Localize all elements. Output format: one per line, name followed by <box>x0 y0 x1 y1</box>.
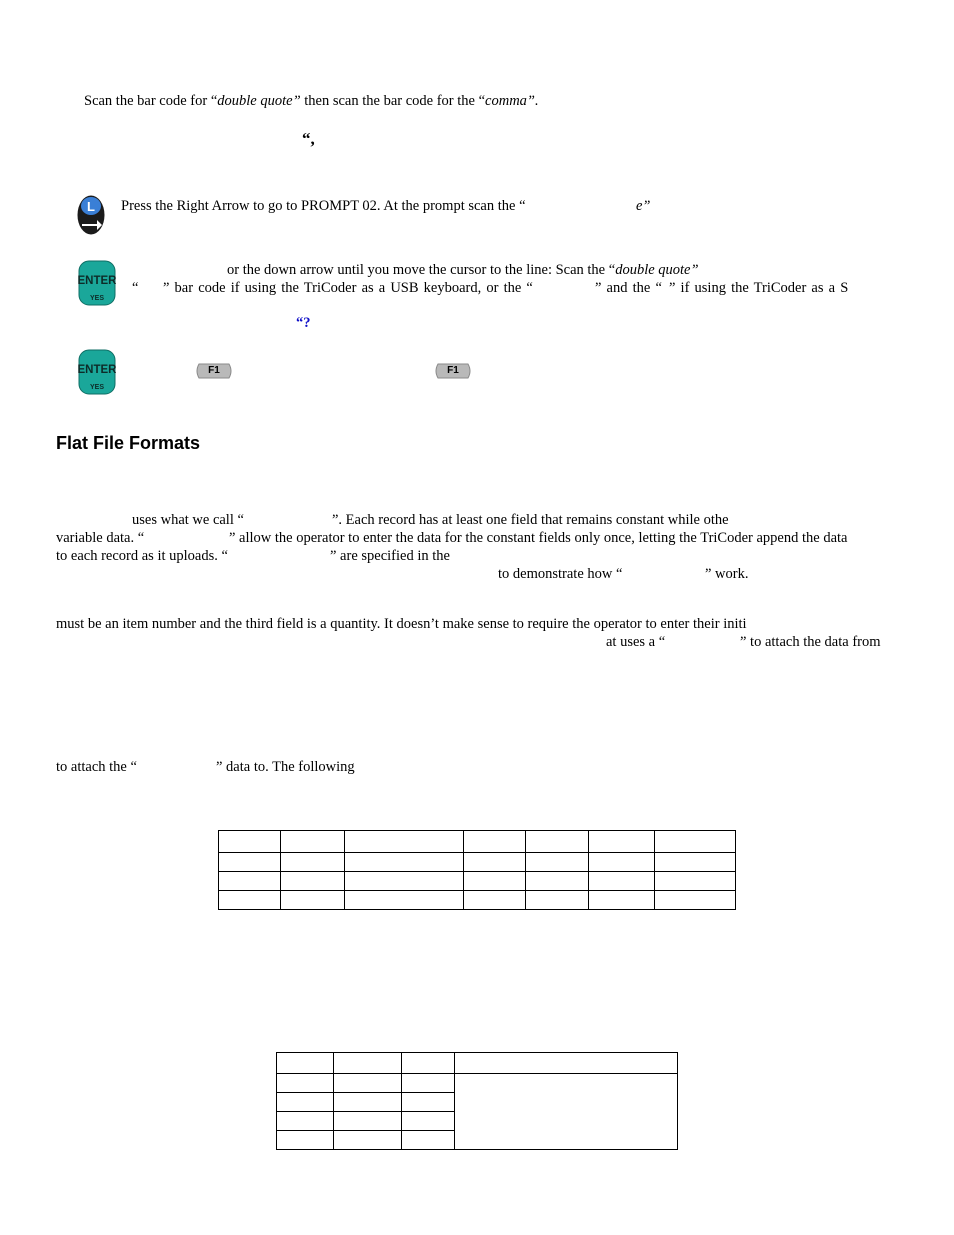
table-cell <box>333 1131 401 1150</box>
table-row <box>277 1074 678 1093</box>
table-cell-merged <box>454 1074 677 1150</box>
svg-text:ENTER: ENTER <box>78 275 116 287</box>
step2-pre: Press the Right Arrow to go to PROMPT 02. At the prompt scan the “ <box>121 198 526 214</box>
step1-symbols: “, <box>302 129 315 148</box>
table-cell <box>280 891 344 910</box>
table-cell <box>280 872 344 891</box>
table-cell <box>219 853 281 872</box>
step3-line2-c: ” and the “ <box>595 280 662 296</box>
para1-l3-a: to each record as it uploads. “ <box>56 548 228 564</box>
table-cell <box>463 891 526 910</box>
table-row <box>219 831 736 853</box>
table-row <box>219 872 736 891</box>
table-cell <box>589 853 655 872</box>
table-cell <box>463 853 526 872</box>
table-cell <box>589 891 655 910</box>
table-cell <box>526 872 589 891</box>
table-cell <box>344 853 463 872</box>
table-cell <box>655 853 736 872</box>
svg-text:L: L <box>87 199 95 214</box>
table-2 <box>276 1052 678 1150</box>
table-cell <box>219 891 281 910</box>
para1-l2-a: variable data. “ <box>56 530 145 546</box>
para1-l4-b: ” work. <box>705 566 749 582</box>
table-cell <box>401 1093 454 1112</box>
table-cell <box>655 872 736 891</box>
para1-l1-a: uses what we call “ <box>132 512 244 528</box>
enter-key-icon <box>78 260 116 306</box>
step3-line2-a: “ <box>132 280 139 296</box>
step1-comma: comma”. <box>485 93 539 109</box>
table-row <box>219 891 736 910</box>
svg-text:YES: YES <box>89 295 105 302</box>
step3-symbols: “? <box>296 315 311 331</box>
para1-l4-a: to demonstrate how “ <box>498 566 623 582</box>
para3-a: to attach the “ <box>56 759 137 775</box>
table-cell <box>344 872 463 891</box>
table-row <box>277 1053 678 1074</box>
table-cell <box>219 872 281 891</box>
section-title: Flat File Formats <box>56 433 201 453</box>
para3-b: ” data to. The following <box>216 759 355 775</box>
table-cell <box>277 1131 334 1150</box>
step1-text <box>84 92 539 110</box>
svg-text:ENTER: ENTER <box>78 364 116 376</box>
table-cell <box>589 831 655 853</box>
table-cell <box>333 1112 401 1131</box>
table-cell <box>655 891 736 910</box>
table-cell <box>277 1112 334 1131</box>
step3-line1-pre: or the down arrow until you move the cursor to the line: Scan the “ <box>227 262 616 278</box>
table-cell <box>401 1131 454 1150</box>
table-cell <box>333 1074 401 1093</box>
table-cell <box>655 831 736 853</box>
table-cell <box>463 872 526 891</box>
table-cell <box>333 1053 401 1074</box>
table-cell <box>280 831 344 853</box>
step3-line2-d: ” if using the TriCoder as a S <box>669 280 849 296</box>
table-cell <box>333 1093 401 1112</box>
table-row <box>219 853 736 872</box>
table-cell <box>277 1093 334 1112</box>
para2-l2-a: at uses a “ <box>606 634 666 650</box>
f1-key-icon-2 <box>434 363 472 379</box>
table-cell <box>401 1112 454 1131</box>
table-cell <box>219 831 281 853</box>
table-cell <box>526 853 589 872</box>
table-cell <box>401 1074 454 1093</box>
left-arrow-key-icon <box>77 195 105 235</box>
table-cell <box>463 831 526 853</box>
step2-text <box>121 197 526 215</box>
step1-mid: then scan the bar code for the “ <box>300 93 486 109</box>
step2-tail: e” <box>636 198 651 214</box>
para1-l3-b: ” are specified in the <box>330 548 450 564</box>
para2-l1: must be an item number and the third field is a quantity. It doesn’t make sense to require the operator to enter their initi <box>56 616 747 632</box>
table-cell <box>277 1074 334 1093</box>
step3-line1 <box>227 261 699 279</box>
step3-line2-b: ” bar code if using the TriCoder as a USB keyboard, or the “ <box>163 280 533 296</box>
f1-key-label-2: F1 <box>447 365 459 376</box>
table-cell <box>344 891 463 910</box>
table-cell <box>401 1053 454 1074</box>
table-cell <box>344 831 463 853</box>
f1-key-icon <box>195 363 233 379</box>
table-cell <box>526 891 589 910</box>
para2-l2-b: ” to attach the data from <box>740 634 881 650</box>
svg-text:YES: YES <box>89 384 105 391</box>
step3-double-quote: double quote” <box>615 262 699 278</box>
enter-key-icon-2 <box>78 349 116 395</box>
para1-l2-b: ” allow the operator to enter the data for the constant fields only once, letting the TriCoder append the data <box>229 530 848 546</box>
f1-key-label: F1 <box>208 365 220 376</box>
para1-l1-b: ”. Each record has at least one field that remains constant while othe <box>332 512 729 528</box>
table-cell <box>589 872 655 891</box>
step1-double-quote: double quote” <box>217 93 301 109</box>
table-cell <box>526 831 589 853</box>
step1-pre: Scan the bar code for “ <box>84 93 218 109</box>
table-cell <box>280 853 344 872</box>
table-cell <box>454 1053 677 1074</box>
table-1 <box>218 830 736 910</box>
table-cell <box>277 1053 334 1074</box>
